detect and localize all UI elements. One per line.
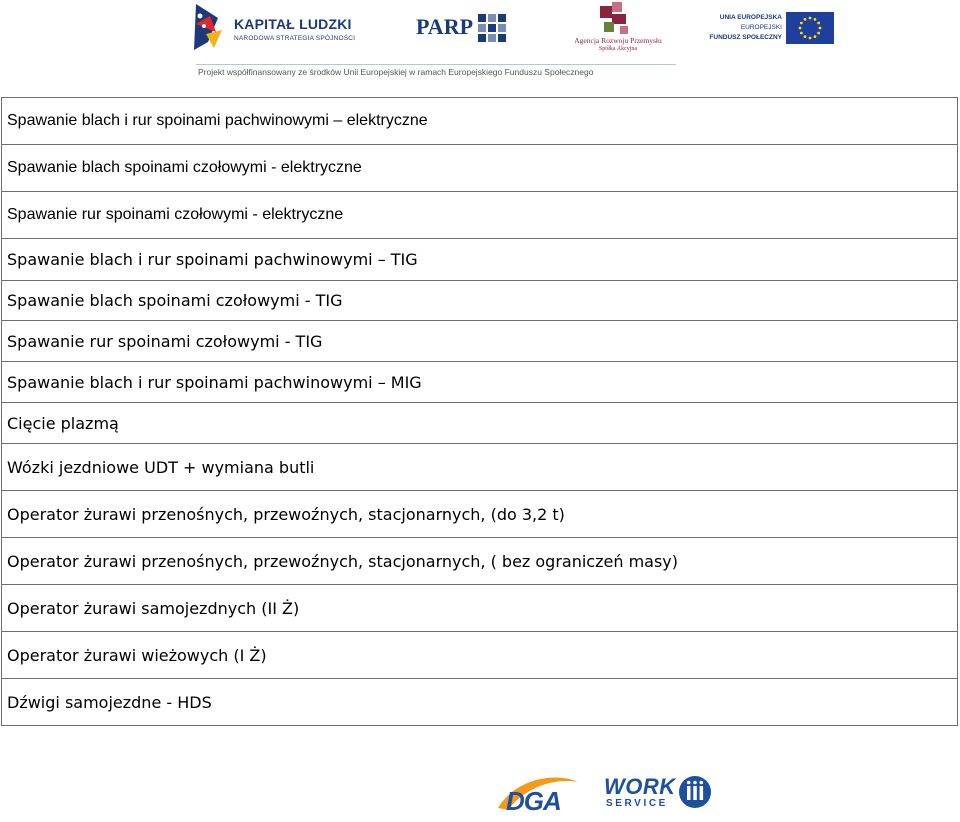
table-row [2,632,958,679]
cofinancing-caption: Projekt współfinansowany ze środków Unii Europejskiej w ramach Europejskiego Funduszu Społecznego [198,67,594,77]
course-list-table [1,97,958,726]
course-cell: Spawanie blach i rur spoinami pachwinowymi – TIG [2,239,958,281]
table-row [2,321,958,362]
eu-line-3: FUNDUSZ SPOŁECZNY [709,34,782,41]
course-cell: Wózki jezdniowe UDT + wymiana butli [2,444,958,491]
table-row [2,145,958,192]
eu-line-1: UNIA EUROPEJSKA [719,14,782,21]
course-cell: Spawanie blach i rur spoinami pachwinowymi – MIG [2,362,958,403]
arp-name: Agencja Rozwoju Przemysłu [574,36,662,45]
table-row [2,281,958,321]
kapital-ludzki-emblem-icon [192,2,232,52]
kapital-ludzki-logo [192,2,356,52]
dga-logo [496,772,580,818]
eu-efs-logo [709,10,834,46]
eu-line-2: EUROPEJSKI [740,24,782,31]
work-service-line-1: WORK [604,774,676,799]
course-cell: Spawanie rur spoinami czołowymi - elektryczne [2,192,958,239]
table-row [2,585,958,632]
table-row [2,679,958,726]
table-row [2,239,958,281]
table-row [2,403,958,444]
eu-efs-text [709,13,782,43]
header-divider [196,64,676,65]
kapital-ludzki-subtitle: NARODOWA STRATEGIA SPÓJNOŚCI [234,35,356,42]
course-cell: Operator żurawi samojezdnych (II Ż) [2,585,958,632]
work-service-logo [604,775,714,815]
arp-subtitle: Spółka Akcyjna [598,46,638,52]
table-row [2,98,958,145]
sponsor-header [0,0,960,84]
work-service-line-2: SERVICE [606,798,668,809]
parp-name: PARP [416,14,474,39]
course-cell: Spawanie blach spoinami czołowymi - TIG [2,281,958,321]
parp-emblem-icon [476,12,508,44]
dga-name: DGA [506,786,561,816]
table-row [2,444,958,491]
parp-logo [416,8,512,52]
course-cell: Spawanie blach i rur spoinami pachwinowymi – elektryczne [2,98,958,145]
course-cell: Dźwigi samojezdne - HDS [2,679,958,726]
arp-logo [568,2,668,58]
table-row [2,538,958,585]
eu-flag-icon [786,12,834,44]
table-row [2,491,958,538]
work-service-emblem-icon [678,775,712,809]
course-cell: Spawanie rur spoinami czołowymi - TIG [2,321,958,362]
course-cell: Cięcie plazmą [2,403,958,444]
table-row [2,192,958,239]
kapital-ludzki-name: KAPITAŁ LUDZKI [234,16,352,32]
table-row [2,362,958,403]
course-cell: Operator żurawi wieżowych (I Ż) [2,632,958,679]
arp-emblem-icon [596,2,636,36]
course-cell: Spawanie blach spoinami czołowymi - elektryczne [2,145,958,192]
course-cell: Operator żurawi przenośnych, przewoźnych, stacjonarnych, (do 3,2 t) [2,491,958,538]
course-cell: Operator żurawi przenośnych, przewoźnych, stacjonarnych, ( bez ograniczeń masy) [2,538,958,585]
